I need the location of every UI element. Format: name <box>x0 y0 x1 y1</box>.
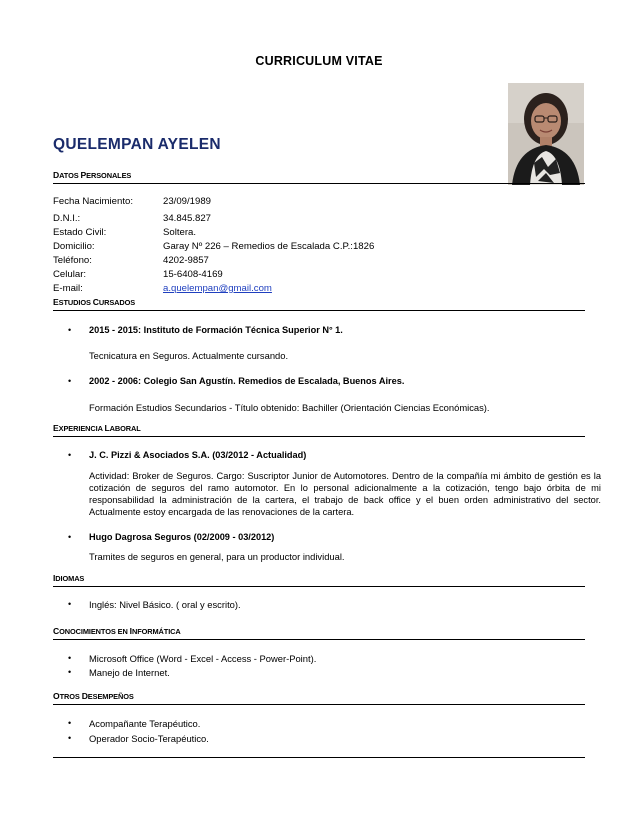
computing-item: Manejo de Internet. <box>89 667 170 678</box>
personal-label: Teléfono: <box>53 255 92 266</box>
experience-heading: Hugo Dagrosa Seguros (02/2009 - 03/2012) <box>89 532 275 542</box>
personal-value: 34.845.827 <box>163 213 212 224</box>
bullet-icon: • <box>68 653 72 663</box>
bullet-icon: • <box>68 376 72 386</box>
personal-label: E-mail: <box>53 283 83 294</box>
personal-value: 23/09/1989 <box>163 196 212 207</box>
bullet-icon: • <box>68 667 72 677</box>
language-item: Inglés: Nivel Básico. ( oral y escrito). <box>89 599 241 610</box>
section-heading-experience: EXPERIENCIA LABORAL <box>53 423 585 437</box>
section-heading-personal: DATOS PERSONALES <box>53 170 585 184</box>
section-heading-languages: IDIOMAS <box>53 573 585 587</box>
bullet-icon: • <box>68 325 72 335</box>
section-heading-computing: CONOCIMIENTOS EN INFORMÁTICA <box>53 626 585 640</box>
study-detail: Tecnicatura en Seguros. Actualmente cursando. <box>89 350 289 361</box>
candidate-name: QUELEMPAN AYELEN <box>53 136 221 153</box>
bullet-icon: • <box>68 450 72 460</box>
section-heading-other: OTROS DESEMPEÑOS <box>53 691 585 705</box>
personal-value: 4202-9857 <box>163 255 209 266</box>
experience-detail: Actividad: Broker de Seguros. Cargo: Suscriptor Junior de Automotores. Dentro de la compañía mi ámbito de gestión es la cotización de seguros del ramo automotor. En lo personal adicionalmente a la cotización, tengo bajo órbita de mi responsabilidad la administración de la cartera, el trabajo de back office y el buen orden administrativo del sector. Actualmente estoy encargada de las renovaciones de la cartera. <box>89 471 601 517</box>
personal-value: 15-6408-4169 <box>163 269 223 280</box>
other-item: Acompañante Terapéutico. <box>89 718 201 729</box>
bullet-icon: • <box>68 599 72 609</box>
study-detail: Formación Estudios Secundarios - Título obtenido: Bachiller (Orientación Ciencias Económicas). <box>89 402 490 413</box>
personal-label: Domicilio: <box>53 241 95 252</box>
personal-label: Estado Civil: <box>53 227 107 238</box>
personal-label: D.N.I.: <box>53 213 81 224</box>
personal-value: Garay Nº 226 – Remedios de Escalada C.P.:1826 <box>163 241 375 252</box>
other-item: Operador Socio-Terapéutico. <box>89 733 209 744</box>
bullet-icon: • <box>68 532 72 542</box>
personal-value: Soltera. <box>163 227 197 238</box>
personal-label: Celular: <box>53 269 87 280</box>
experience-detail: Tramites de seguros en general, para un productor individual. <box>89 551 345 562</box>
closing-rule <box>53 757 585 758</box>
study-heading: 2002 - 2006: Colegio San Agustín. Remedios de Escalada, Buenos Aires. <box>89 376 405 386</box>
study-heading: 2015 - 2015: Instituto de Formación Técnica Superior N° 1. <box>89 325 343 335</box>
email-link[interactable]: a.quelempan@gmail.com <box>163 283 272 294</box>
personal-label: Fecha Nacimiento: <box>53 196 133 207</box>
section-heading-studies: ESTUDIOS CURSADOS <box>53 297 585 311</box>
computing-item: Microsoft Office (Word - Excel - Access - Power-Point). <box>89 653 317 664</box>
bullet-icon: • <box>68 733 72 743</box>
bullet-icon: • <box>68 718 72 728</box>
experience-heading: J. C. Pizzi & Asociados S.A. (03/2012 - Actualidad) <box>89 450 307 460</box>
document-title: CURRICULUM VITAE <box>255 54 383 68</box>
